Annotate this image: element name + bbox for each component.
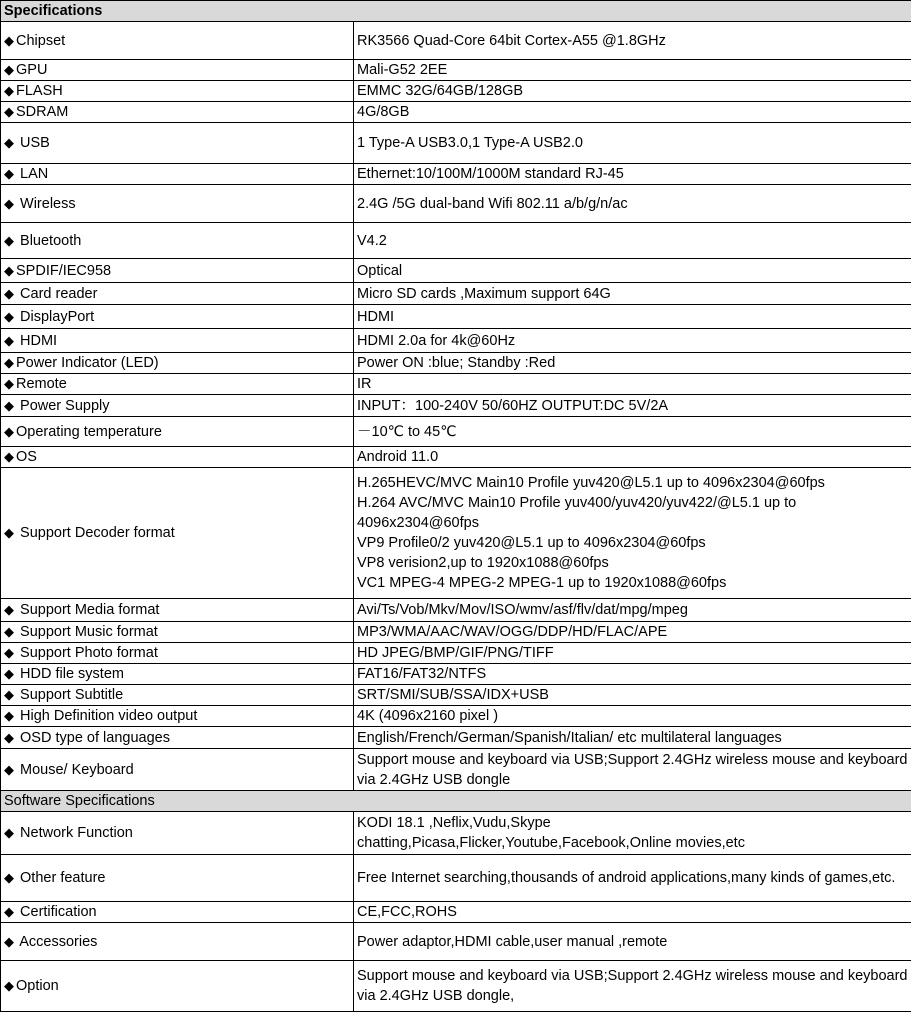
diamond-bullet-icon: ◆ xyxy=(4,423,14,439)
spec-value: Avi/Ts/Vob/Mkv/Mov/ISO/wmv/asf/flv/dat/mpg/mpeg xyxy=(354,599,911,622)
spec-value: INPUT：100-240V 50/60HZ OUTPUT:DC 5V/2A xyxy=(354,395,911,417)
table-row xyxy=(1,706,911,727)
spec-label-cell xyxy=(1,417,354,447)
spec-label: Power Indicator (LED) xyxy=(16,355,159,371)
spec-label: Support Subtitle xyxy=(16,687,124,703)
spec-value: HD JPEG/BMP/GIF/PNG/TIFF xyxy=(354,643,911,664)
spec-label: SDRAM xyxy=(16,104,69,120)
spec-value: Android 11.0 xyxy=(354,447,911,468)
spec-value: 2.4G /5G dual-band Wifi 802.11 a/b/g/n/ac xyxy=(354,185,911,223)
spec-value: 4G/8GB xyxy=(354,102,911,123)
spec-value: －10℃ to 45℃ xyxy=(354,417,911,447)
spec-label-cell xyxy=(1,123,354,164)
spec-value: Power adaptor,HDMI cable,user manual ,remote xyxy=(354,923,911,961)
spec-value: IR xyxy=(354,374,911,395)
table-row xyxy=(1,664,911,685)
spec-label: Mouse/ Keyboard xyxy=(16,761,134,778)
diamond-bullet-icon: ◆ xyxy=(4,232,14,248)
table-row xyxy=(1,305,911,329)
table-row xyxy=(1,622,911,643)
diamond-bullet-icon: ◆ xyxy=(4,761,14,777)
diamond-bullet-icon: ◆ xyxy=(4,449,14,464)
spec-label: Accessories xyxy=(16,933,98,950)
spec-label-cell xyxy=(1,374,354,395)
diamond-bullet-icon: ◆ xyxy=(4,904,14,919)
table-row xyxy=(1,447,911,468)
spec-label: Card reader xyxy=(16,285,98,302)
spec-label-cell xyxy=(1,353,354,374)
spec-value: KODI 18.1 ,Neflix,Vudu,Skype chatting,Picasa,Flicker,Youtube,Facebook,Online movies,etc xyxy=(354,812,911,855)
table-row xyxy=(1,727,911,749)
diamond-bullet-icon: ◆ xyxy=(4,355,14,370)
table-row xyxy=(1,259,911,283)
diamond-bullet-icon: ◆ xyxy=(4,166,14,181)
table-row xyxy=(1,123,911,164)
spec-label: Power Supply xyxy=(16,397,110,414)
spec-label: High Definition video output xyxy=(16,708,198,724)
spec-label-cell xyxy=(1,283,354,305)
spec-label: Wireless xyxy=(16,195,76,212)
table-row xyxy=(1,923,911,961)
diamond-bullet-icon: ◆ xyxy=(4,308,14,324)
spec-value: Support mouse and keyboard via USB;Support 2.4GHz wireless mouse and keyboard via 2.4GHz USB dongle, xyxy=(354,961,911,1012)
spec-value: H.265HEVC/MVC Main10 Profile yuv420@L5.1 up to 4096x2304@60fps H.264 AVC/MVC Main10 Profile yuv400/yuv420/yuv422/@L5.1 up to 4096x2304@60fps VP9 Profile0/2 yuv420@L5.1 up to 4096x2304@60fps VP8 verision2,up to 1920x1088@60fps VC1 MPEG-4 MPEG-2 MPEG-1 up to 1920x1088@60fps xyxy=(354,468,911,599)
spec-label: Support Media format xyxy=(16,602,160,618)
spec-label: Certification xyxy=(16,904,97,920)
section-title: Software Specifications xyxy=(1,791,911,812)
spec-label: Operating temperature xyxy=(16,423,162,440)
spec-value: EMMC 32G/64GB/128GB xyxy=(354,81,911,102)
spec-label: SPDIF/IEC958 xyxy=(16,262,112,279)
spec-label: OS xyxy=(16,449,37,465)
spec-label-cell xyxy=(1,223,354,259)
table-row xyxy=(1,102,911,123)
section-title: Specifications xyxy=(1,1,911,22)
diamond-bullet-icon: ◆ xyxy=(4,933,14,949)
spec-label: FLASH xyxy=(16,83,63,99)
spec-label-cell xyxy=(1,923,354,961)
spec-label-cell xyxy=(1,902,354,923)
diamond-bullet-icon: ◆ xyxy=(4,83,14,98)
table-row xyxy=(1,961,911,1012)
spec-label-cell xyxy=(1,81,354,102)
diamond-bullet-icon: ◆ xyxy=(4,332,14,348)
table-row xyxy=(1,329,911,353)
spec-label-cell xyxy=(1,643,354,664)
spec-label-cell xyxy=(1,185,354,223)
diamond-bullet-icon: ◆ xyxy=(4,62,14,77)
table-row xyxy=(1,185,911,223)
spec-label: Chipset xyxy=(16,32,66,49)
spec-label: HDD file system xyxy=(16,666,124,682)
spec-label: Option xyxy=(16,978,59,994)
section-header xyxy=(1,791,911,812)
spec-value: HDMI 2.0a for 4k@60Hz xyxy=(354,329,911,353)
spec-label: HDMI xyxy=(16,332,58,349)
spec-label-cell xyxy=(1,961,354,1012)
spec-label-cell xyxy=(1,749,354,791)
diamond-bullet-icon: ◆ xyxy=(4,32,14,48)
diamond-bullet-icon: ◆ xyxy=(4,525,14,540)
table-row xyxy=(1,643,911,664)
spec-label-cell xyxy=(1,706,354,727)
table-row xyxy=(1,902,911,923)
spec-label-cell xyxy=(1,685,354,706)
diamond-bullet-icon: ◆ xyxy=(4,978,14,993)
spec-value: SRT/SMI/SUB/SSA/IDX+USB xyxy=(354,685,911,706)
spec-value: RK3566 Quad-Core 64bit Cortex-A55 @1.8GHz xyxy=(354,22,911,60)
diamond-bullet-icon: ◆ xyxy=(4,870,14,885)
spec-label-cell xyxy=(1,812,354,855)
spec-label: Other feature xyxy=(16,870,106,886)
spec-label-cell xyxy=(1,727,354,749)
spec-label-cell xyxy=(1,60,354,81)
spec-value: Optical xyxy=(354,259,911,283)
spec-label: GPU xyxy=(16,62,48,78)
diamond-bullet-icon: ◆ xyxy=(4,195,14,211)
spec-value: FAT16/FAT32/NTFS xyxy=(354,664,911,685)
table-row xyxy=(1,812,911,855)
spec-label-cell xyxy=(1,468,354,599)
diamond-bullet-icon: ◆ xyxy=(4,666,14,681)
table-row xyxy=(1,81,911,102)
spec-value: 1 Type-A USB3.0,1 Type-A USB2.0 xyxy=(354,123,911,164)
spec-value: CE,FCC,ROHS xyxy=(354,902,911,923)
spec-label-cell xyxy=(1,305,354,329)
table-row xyxy=(1,417,911,447)
table-row xyxy=(1,468,911,599)
table-row xyxy=(1,599,911,622)
spec-value: MP3/WMA/AAC/WAV/OGG/DDP/HD/FLAC/APE xyxy=(354,622,911,643)
diamond-bullet-icon: ◆ xyxy=(4,376,14,391)
diamond-bullet-icon: ◆ xyxy=(4,825,14,840)
spec-label-cell xyxy=(1,855,354,902)
table-row xyxy=(1,283,911,305)
table-row xyxy=(1,749,911,791)
spec-label-cell xyxy=(1,622,354,643)
diamond-bullet-icon: ◆ xyxy=(4,729,14,745)
spec-label-cell xyxy=(1,259,354,283)
table-row xyxy=(1,395,911,417)
spec-label: USB xyxy=(16,135,50,151)
spec-value: Mali-G52 2EE xyxy=(354,60,911,81)
diamond-bullet-icon: ◆ xyxy=(4,708,14,723)
table-row xyxy=(1,374,911,395)
diamond-bullet-icon: ◆ xyxy=(4,262,14,278)
section-header xyxy=(1,1,911,22)
diamond-bullet-icon: ◆ xyxy=(4,104,14,119)
spec-label: Support Decoder format xyxy=(16,525,175,541)
spec-label: Network Function xyxy=(16,825,133,841)
spec-label-cell xyxy=(1,22,354,60)
spec-label-cell xyxy=(1,447,354,468)
spec-value: Power ON :blue; Standby :Red xyxy=(354,353,911,374)
spec-label-cell xyxy=(1,599,354,622)
table-row xyxy=(1,685,911,706)
diamond-bullet-icon: ◆ xyxy=(4,645,14,660)
spec-value: Micro SD cards ,Maximum support 64G xyxy=(354,283,911,305)
table-row xyxy=(1,223,911,259)
spec-value: V4.2 xyxy=(354,223,911,259)
diamond-bullet-icon: ◆ xyxy=(4,624,14,639)
diamond-bullet-icon: ◆ xyxy=(4,602,14,617)
table-row xyxy=(1,855,911,902)
spec-label: DisplayPort xyxy=(16,308,95,325)
spec-label: Support Music format xyxy=(16,624,158,640)
spec-label-cell xyxy=(1,664,354,685)
spec-label: LAN xyxy=(16,166,49,182)
spec-value: Support mouse and keyboard via USB;Support 2.4GHz wireless mouse and keyboard via 2.4GHz USB dongle xyxy=(354,749,911,791)
spec-label: Support Photo format xyxy=(16,645,158,661)
diamond-bullet-icon: ◆ xyxy=(4,397,14,413)
spec-label: Remote xyxy=(16,376,67,392)
spec-value: HDMI xyxy=(354,305,911,329)
spec-label: OSD type of languages xyxy=(16,729,170,746)
spec-label-cell xyxy=(1,102,354,123)
spec-label-cell xyxy=(1,329,354,353)
spec-value: 4K (4096x2160 pixel ) xyxy=(354,706,911,727)
spec-value: Free Internet searching,thousands of android applications,many kinds of games,etc. xyxy=(354,855,911,902)
table-row xyxy=(1,164,911,185)
spec-label: Bluetooth xyxy=(16,232,82,249)
spec-label-cell xyxy=(1,395,354,417)
diamond-bullet-icon: ◆ xyxy=(4,285,14,301)
diamond-bullet-icon: ◆ xyxy=(4,687,14,702)
table-row xyxy=(1,353,911,374)
table-row xyxy=(1,22,911,60)
table-row xyxy=(1,60,911,81)
spec-value: English/French/German/Spanish/Italian/ etc multilateral languages xyxy=(354,727,911,749)
diamond-bullet-icon: ◆ xyxy=(4,135,14,150)
spec-value: Ethernet:10/100M/1000M standard RJ-45 xyxy=(354,164,911,185)
spec-label-cell xyxy=(1,164,354,185)
